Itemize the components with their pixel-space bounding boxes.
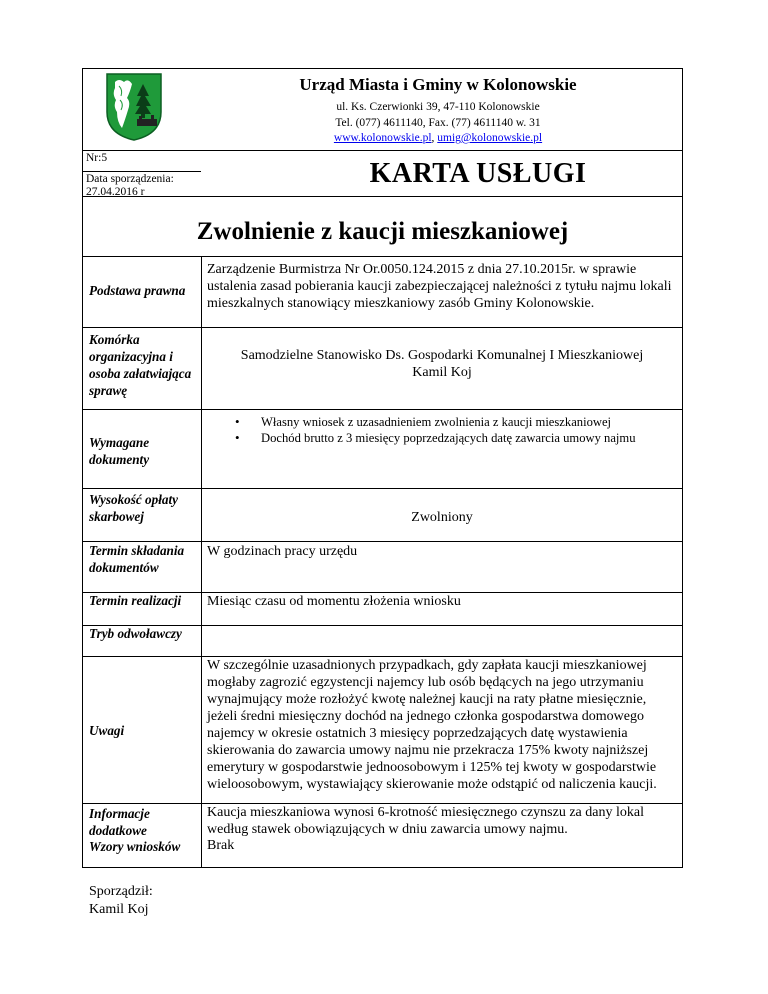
office-name: Urząd Miasta i Gminy w Kolonowskie: [299, 75, 577, 94]
completion-time-label: Termin realizacji: [89, 593, 182, 608]
title-divider: [83, 196, 682, 197]
header-divider: [83, 150, 682, 151]
date-label: Data sporządzenia:: [86, 173, 174, 185]
link-separator: ,: [431, 132, 435, 144]
forms-label: Wzory wniosków: [89, 839, 181, 854]
remarks-label: Uwagi: [89, 723, 125, 738]
legal-basis-value: Zarządzenie Burmistrza Nr Or.0050.124.2015 z dnia 27.10.2015r. w sprawie ustalenia zasad pobierania kaucji zabezpieczającej należności z tytułu najmu lokali mieszkalnych stanowiący mieszkaniowy zasób Gminy Kolonowskie.: [207, 262, 672, 311]
card-number: Nr:5: [86, 152, 108, 164]
required-documents-list: [231, 414, 671, 446]
list-item: • Własny wniosek z uzasadnieniem zwolnienia z kaucji mieszkaniowej: [231, 414, 671, 430]
row-divider: [83, 409, 682, 410]
legal-basis-label: Podstawa prawna: [89, 283, 186, 298]
prepared-by: [89, 883, 153, 919]
column-divider: [201, 256, 202, 868]
table-top-border: [83, 256, 682, 257]
office-links: [193, 130, 683, 146]
officer-name: Kamil Koj: [412, 365, 472, 380]
prepared-by-label: Sporządził:: [89, 884, 153, 899]
submission-deadline-label: Termin składania dokumentów: [89, 543, 185, 575]
additional-info-label: Informacje dodatkowe: [89, 806, 150, 838]
completion-time-value: Miesiąc czasu od momentu złożenia wniosku: [207, 594, 461, 609]
office-address: ul. Ks. Czerwionki 39, 47-110 Kolonowskie: [336, 101, 540, 113]
list-item: • Dochód brutto z 3 miesięcy poprzedzających datę zawarcia umowy najmu: [231, 430, 671, 446]
card-title: KARTA USŁUGI: [369, 158, 587, 189]
prepared-by-name: Kamil Koj: [89, 902, 149, 917]
row-divider: [83, 488, 682, 489]
service-card: [82, 68, 683, 868]
remarks-value: W szczególnie uzasadnionych przypadkach, gdy zapłata kaucji mieszkaniowej mogłaby zagrozić egzystencji najemcy lub osób będących na jego utrzymaniu wynajmujący może rozłożyć kwotę należnej kaucji na raty płatne miesięcznie, jeżeli średni miesięczny dochód na jednego członka gospodarstwa domowego najemcy w okresie ostatnich 3 miesięcy poprzedzających datę wystawienia skierowania do zawarcia umowy najmu nie przekracza 175% kwoty najniższej emerytury w gospodarstwie jednoosobowym i 125% tej kwoty w gospodarstwie wieloosobowym, wystawiający skierowanie może odstąpić od naliczenia kaucji.: [207, 658, 657, 792]
required-documents-label: Wymagane dokumenty: [89, 435, 150, 467]
department-value: [207, 347, 677, 381]
additional-info-value: Kaucja mieszkaniowa wynosi 6-krotność miesięcznego czynszu za dany lokal według stawek obowiązujących w dniu zawarcia umowy najmu.: [207, 805, 644, 837]
service-title: Zwolnienie z kaucji mieszkaniowej: [196, 218, 569, 245]
office-phone: Tel. (077) 4611140, Fax. (77) 4611140 w. 31: [335, 117, 541, 129]
email-link[interactable]: umig@kolonowskie.pl: [437, 132, 543, 144]
department-name: Samodzielne Stanowisko Ds. Gospodarki Komunalnej I Mieszkaniowej: [240, 348, 644, 363]
date-value: 27.04.2016 r: [86, 186, 145, 198]
stamp-duty-label: Wysokość opłaty skarbowej: [89, 492, 179, 524]
department-label: Komórka organizacyjna i osoba załatwiająca sprawę: [89, 332, 192, 398]
submission-deadline-value: W godzinach pracy urzędu: [207, 544, 358, 559]
coat-of-arms-logo: [105, 72, 163, 142]
forms-value: Brak: [207, 838, 235, 853]
appeal-procedure-label: Tryb odwoławczy: [89, 626, 182, 641]
website-link[interactable]: www.kolonowskie.pl: [333, 132, 432, 144]
number-divider: [83, 171, 201, 172]
stamp-duty-value: Zwolniony: [411, 510, 473, 525]
row-divider: [83, 327, 682, 328]
